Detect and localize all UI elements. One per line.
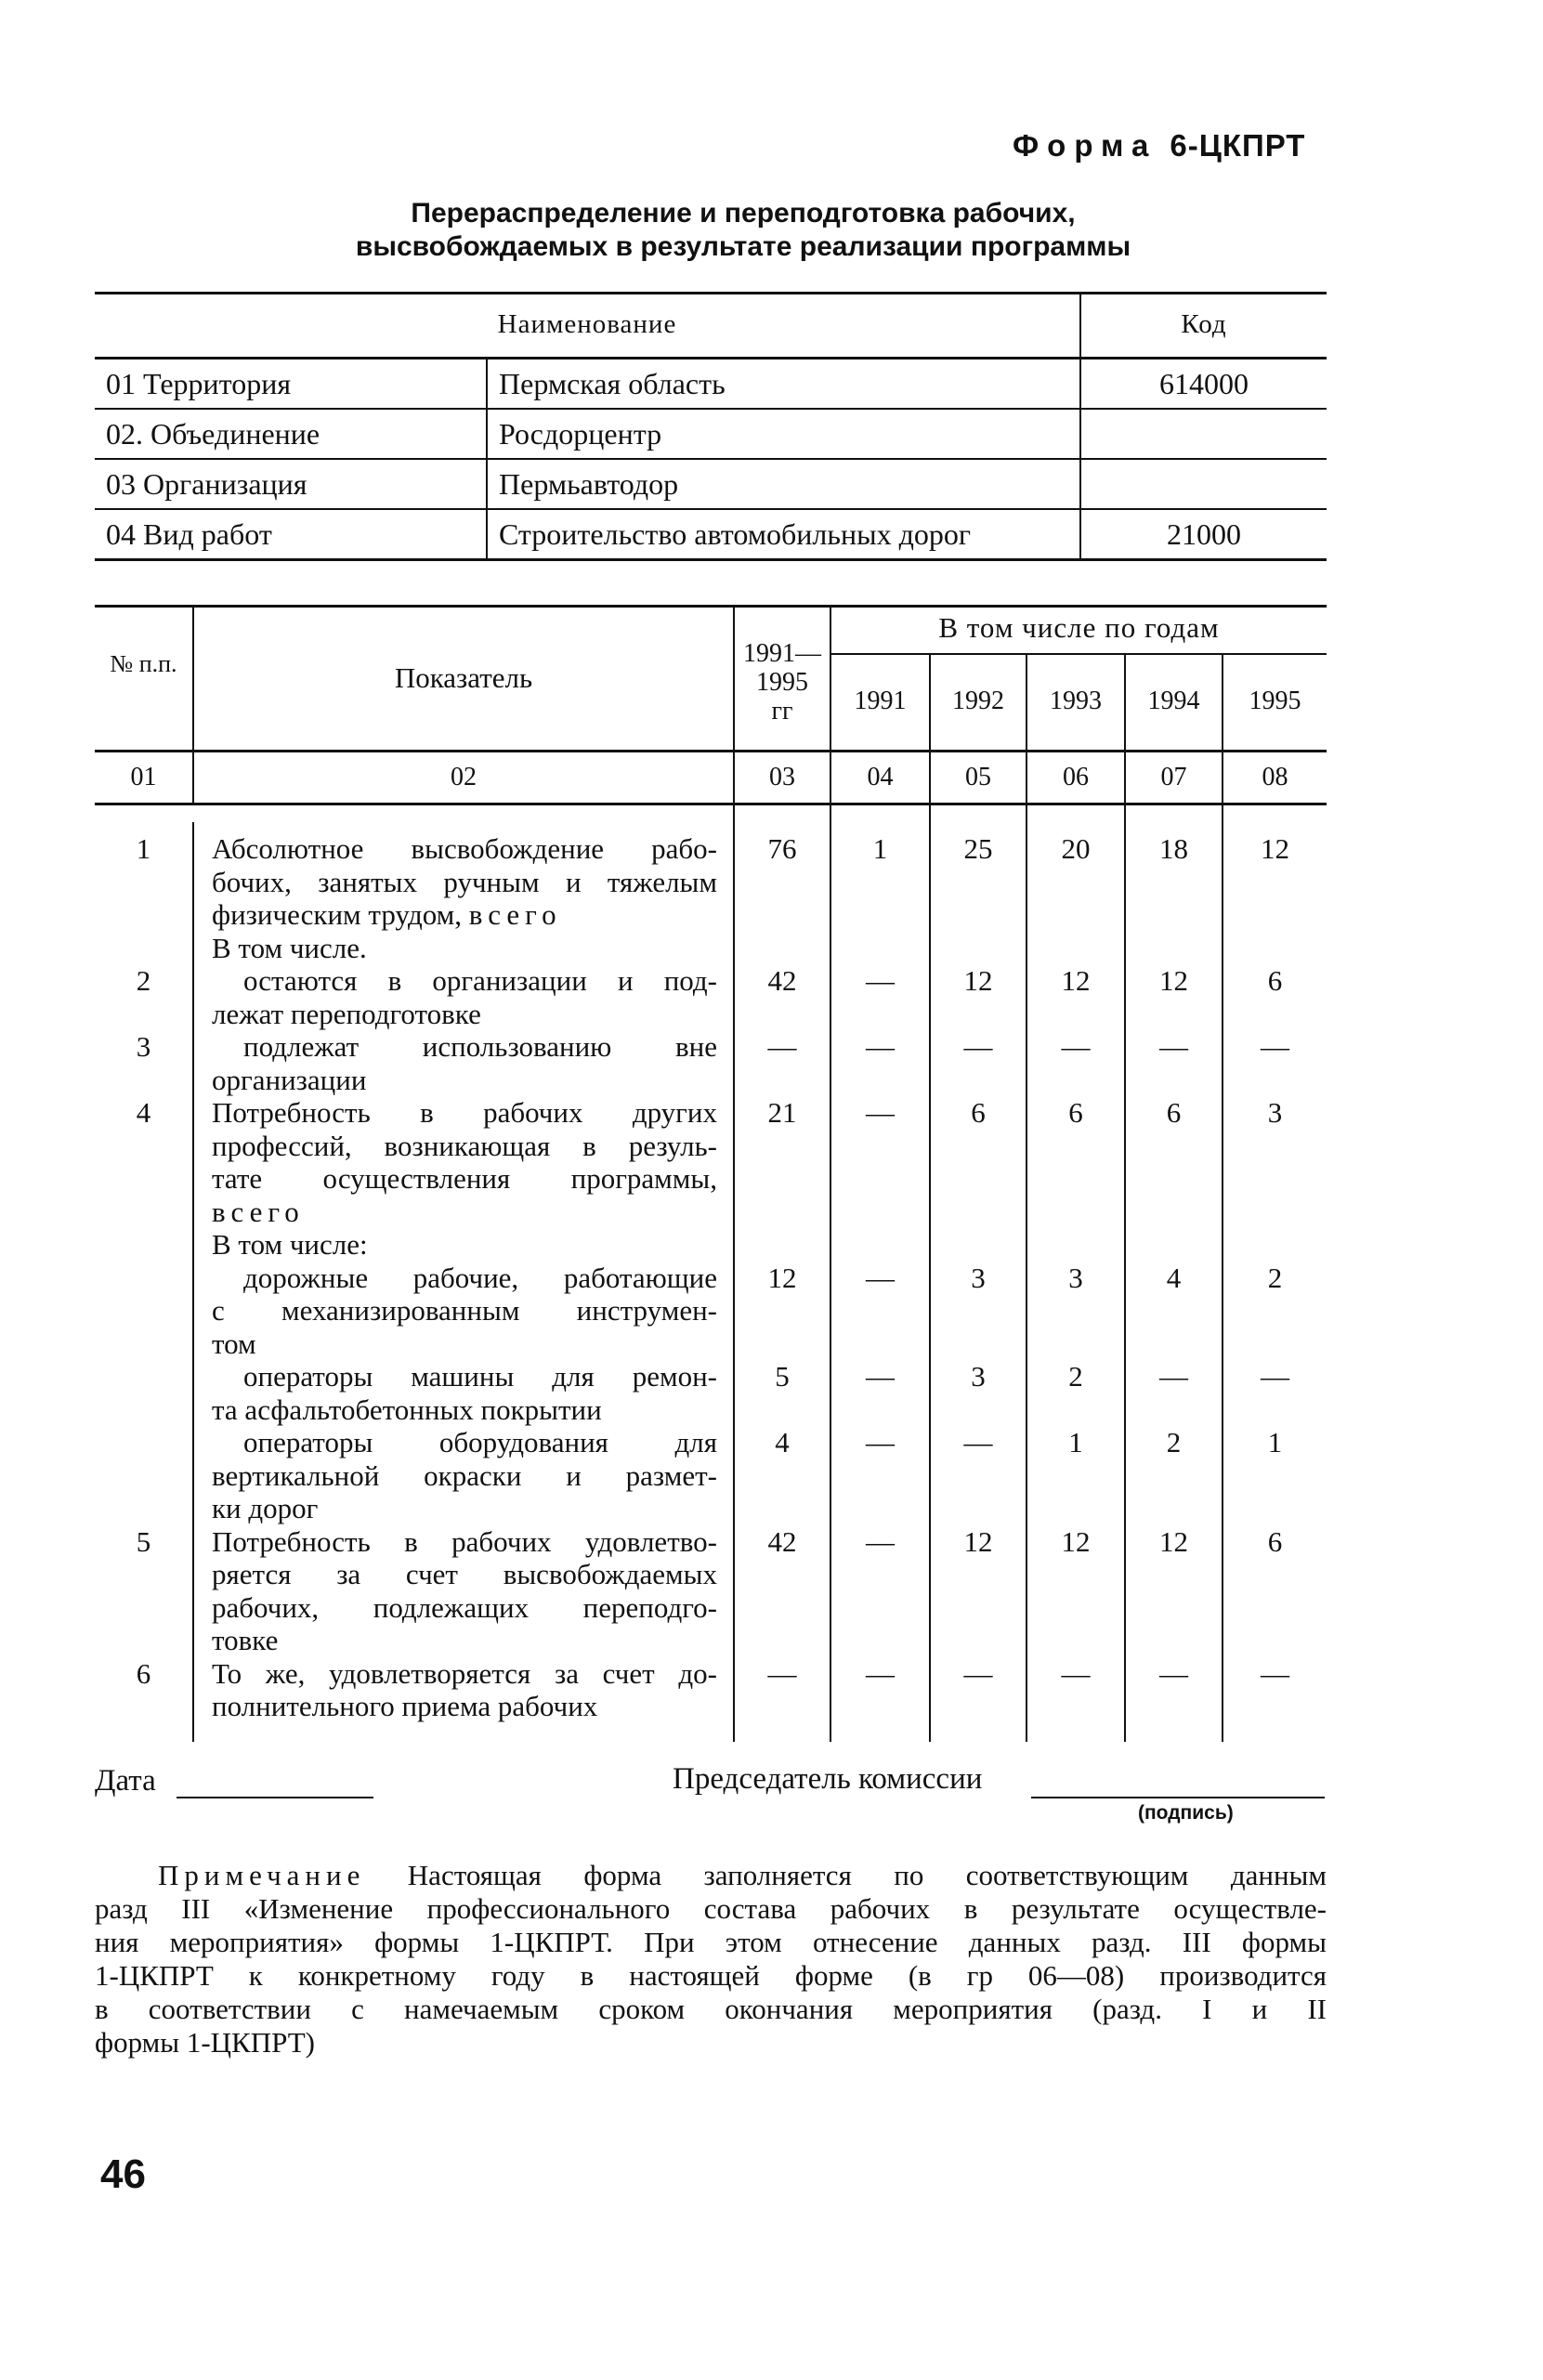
indicator-text: Потребность в рабочих других [212,1096,717,1129]
cell-value: 42 [767,964,797,997]
indicator-text: подлежат использованию вне [243,1030,717,1063]
table-row [95,509,1327,560]
rule [830,653,1327,655]
indicator-text: операторы оборудования для [243,1426,717,1458]
cell-value: 12 [963,964,993,997]
col-number: 07 [1160,763,1187,791]
indicator-text: ряется за счет высвобождаемых [212,1558,717,1590]
row-code [1080,459,1327,509]
indicator-text: Абсолютное высвобождение рабо- [212,832,717,865]
col-total-header-l1: 1991— [743,639,821,668]
cell-value: 6 [1267,1524,1283,1558]
rule [929,654,931,1742]
cell-value: — [1061,1656,1091,1690]
cell-value: 4 [1166,1261,1182,1294]
cell-value: — [866,1656,895,1690]
note-lead: Примечание [158,1859,366,1891]
row-label: 03 Организация [95,459,487,509]
cell-value: — [1261,1030,1289,1063]
cell-value: 76 [767,832,797,865]
cell-value: 2 [1267,1261,1283,1294]
page-number: 46 [100,2151,146,2197]
row-value: Пермская область [487,359,1080,410]
header-table-head [95,292,1327,359]
cell-value: 2 [1166,1426,1182,1458]
rule [1124,654,1126,1742]
cell-value: — [866,1030,895,1063]
col-number: 04 [867,763,894,791]
col-number: 02 [451,763,477,791]
cell-value: 1 [1267,1426,1283,1458]
form-label-word: Форма [1013,128,1157,163]
year-header: 1993 [1050,687,1102,715]
cell-value: 6 [1267,964,1283,997]
col-num-header: № п.п. [110,650,177,677]
row-value: Строительство автомобильных дорог [487,509,1080,560]
indicator-text: полнительного приема рабочих [212,1690,598,1722]
note-line: разд III «Изменение профессионального состава рабочих в результате осуществле- [95,1892,1327,1925]
cell-value: — [866,1426,895,1458]
rule [192,822,194,1742]
indicator-text: В том числе: [212,1228,368,1261]
rule [1222,654,1223,1742]
cell-value: — [963,1030,993,1063]
indicator-text: организации [212,1063,367,1096]
header-table [95,292,1327,561]
cell-value: 12 [1159,964,1188,997]
cell-value: — [1159,1656,1188,1690]
cell-value: — [1159,1030,1188,1063]
indicator-text: тате осуществления программы, [212,1162,717,1195]
cell-value: 2 [1068,1360,1083,1393]
row-number: 3 [136,1030,151,1063]
indicator-text: В том числе. [212,931,367,964]
cell-value: 18 [1159,832,1188,865]
spaced-word: всего [468,898,562,931]
indicator-text: вертикальной окраски и размет- [212,1458,717,1492]
cell-value: — [963,1656,993,1690]
cell-value: 6 [1068,1096,1083,1129]
row-code [1080,409,1327,459]
chair-label: Председатель комиссии [673,1762,983,1796]
col-number: 08 [1262,763,1288,791]
note [95,1859,1327,2060]
indicator-text: физическим трудом, всего [212,898,562,931]
cell-value: 42 [767,1524,797,1558]
indicator-text: рабочих, подлежащих переподго- [212,1590,717,1624]
cell-value: 6 [1166,1096,1182,1129]
cell-value: 12 [1261,832,1289,865]
title-line-1: Перераспределение и переподготовка рабочих, [411,198,1076,229]
indicator-text: остаются в организации и под- [243,964,717,997]
cell-value: 20 [1061,832,1091,865]
year-header: 1994 [1147,687,1200,715]
row-number: 5 [136,1524,151,1558]
rule [1026,654,1027,1742]
row-code: 21000 [1167,517,1241,551]
cell-value: — [963,1426,993,1458]
row-number: 1 [136,832,151,865]
note-line: 1-ЦКПРТ к конкретному году в настоящей форме (в гр 06—08) производится [95,1959,1327,1992]
indicator-text: операторы машины для ремон- [243,1360,717,1393]
cell-value: — [767,1656,797,1690]
indicator-text: ки дорог [212,1492,319,1524]
col-total-header-l2: 1995 [756,668,808,697]
rule [95,605,1327,608]
cell-value: 1 [1068,1426,1083,1458]
cell-value: 12 [1159,1524,1188,1558]
indicator-text: Потребность в рабочих удовлетво- [212,1524,717,1558]
row-value: Росдорцентр [487,409,1080,459]
cell-value: 3 [1267,1096,1283,1129]
cell-value: 3 [971,1261,986,1294]
row-label: 04 Вид работ [95,509,487,560]
cell-value: 12 [1061,964,1091,997]
cell-value: — [866,1524,895,1558]
year-header: 1991 [854,687,907,715]
signature-hint: (подпись) [1138,1802,1234,1824]
name-header: Наименование [95,292,1080,359]
cell-value: 25 [963,832,993,865]
note-line: в соответствии с намечаемым сроком окончания мероприятия (разд. I и II [95,1993,1327,2025]
date-line [177,1797,373,1798]
title-line-2: высвобождаемых в результате реализации программы [355,231,1131,262]
cell-value: — [1261,1360,1289,1393]
code-header: Код [1181,308,1227,339]
row-value: Пермьавтодор [487,459,1080,509]
indicator-text: дорожные рабочие, работающие [243,1261,717,1294]
col-total-header-l3: гг [771,697,793,726]
cell-value: 3 [1068,1261,1083,1294]
indicator-text: бочих, занятых ручным и тяжелым [212,865,717,898]
col-number: 03 [769,763,795,791]
row-code: 614000 [1159,366,1249,400]
year-header: 1995 [1249,687,1301,715]
note-line: ния мероприятия» формы 1-ЦКПРТ. При этом отнесение данных разд. III формы [95,1926,1327,1958]
cell-value: 12 [1061,1524,1091,1558]
col-indicator-header: Показатель [394,661,533,694]
cell-value: 1 [872,832,888,865]
col-number: 06 [1063,763,1089,791]
indicator-text: том [212,1327,256,1360]
note-line: Примечание Настоящая форма заполняется по соответствующим данным [158,1859,1327,1891]
table-row [95,409,1327,459]
indicator-text: То же, удовлетворяется за счет до- [212,1656,717,1690]
row-number: 2 [136,964,151,997]
col-number: 05 [965,763,991,791]
table-row [95,359,1327,410]
form-label-code: 6-ЦКПРТ [1170,128,1306,163]
year-header: 1992 [952,687,1004,715]
row-number: 4 [136,1096,151,1129]
indicator-text: профессий, возникающая в резуль- [212,1129,717,1162]
cell-value: — [866,1360,895,1393]
table-row [95,459,1327,509]
row-label: 01 Территория [95,359,487,410]
cell-value: 21 [767,1096,797,1129]
cell-value: — [1261,1656,1289,1690]
cell-value: — [866,1261,895,1294]
cell-value: — [1159,1360,1188,1393]
indicator-text: та асфальтобетонных покрытии [212,1393,602,1426]
rule [95,750,1327,752]
indicator-text: лежат переподготовке [212,997,481,1030]
cell-value: 5 [775,1360,790,1393]
cell-value: 12 [767,1261,797,1294]
cell-value: 12 [963,1524,993,1558]
cell-value: 6 [971,1096,986,1129]
col-number: 01 [130,763,157,791]
form-label [1013,128,1305,163]
indicator-text: товке [212,1624,279,1656]
cell-value: 4 [775,1426,790,1458]
cell-value: — [866,964,895,997]
cell-value: 3 [971,1360,986,1393]
cell-value: — [866,1096,895,1129]
cell-value: — [767,1030,797,1063]
indicator-text [212,1196,305,1229]
page-title [279,197,1208,264]
spaced-word: всего [212,1195,305,1228]
indicator-text: с механизированным инструмен- [212,1294,717,1327]
row-label: 02. Объединение [95,409,487,459]
col-years-group-header: В том числе по годам [938,611,1220,644]
note-line: формы 1-ЦКПРТ) [95,2026,315,2059]
cell-value: — [1061,1030,1091,1063]
rule [95,803,1327,805]
signature-line [1031,1797,1325,1798]
row-number: 6 [136,1656,151,1690]
date-label: Дата [95,1764,156,1798]
